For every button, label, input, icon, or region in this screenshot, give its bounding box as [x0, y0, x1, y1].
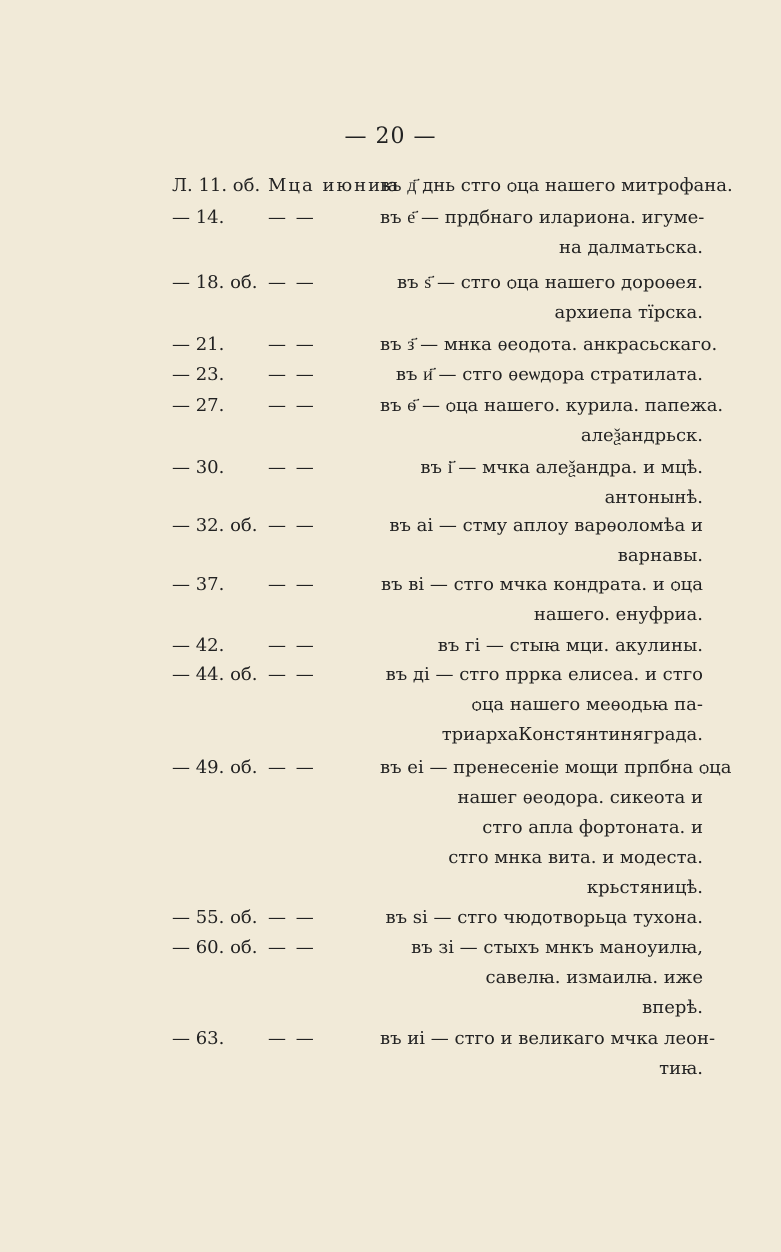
entry-month: — — — [268, 207, 316, 228]
entry-folio: — 23. — [172, 364, 225, 385]
entry-month: — — — [268, 1028, 316, 1049]
entry-month: — — — [268, 334, 316, 355]
entry-line — [0, 631, 781, 661]
entry-line — [0, 360, 781, 390]
entry-folio: — 55. об. — [172, 907, 258, 928]
entry-folio: — 14. — [172, 207, 225, 228]
entry-month: — — — [268, 574, 316, 595]
entry-text: въ ді — стго пррка елисеа. и стго — [385, 664, 703, 685]
entry-continuation-text: савелꙗ. измаилꙗ. иже — [485, 967, 703, 988]
entry-folio: — 27. — [172, 395, 225, 416]
entry-line — [0, 511, 781, 541]
entry-text: въ ѕ҃ — стго ѻца нашего дороѳея. — [396, 272, 703, 293]
page-number: — 20 — — [344, 124, 437, 149]
entry-continuation-text: стго апла фортоната. и — [482, 817, 703, 838]
entry-continuation-text: триархаКонстянтиняграда. — [441, 724, 703, 745]
entry-line — [0, 570, 781, 600]
entry-month: — — — [268, 395, 316, 416]
entry-text: въ зі — стыхъ мнкъ маноуилꙗ, — [411, 937, 703, 958]
entry-continuation — [0, 600, 781, 630]
entry-folio: — 44. об. — [172, 664, 258, 685]
entry-continuation — [0, 843, 781, 873]
entry-continuation — [0, 233, 781, 263]
entry-text: въ з҃ — мнка ѳеодота. анкрасьскаго. — [380, 334, 718, 355]
entry-text: въ еі — пренесеніе мощи прпбна ѻца — [380, 757, 732, 778]
entry-continuation-text: ѻца нашего меѳодьꙗ па- — [471, 694, 703, 715]
entry-text: въ е҃ — прдбнаго илариона. игуме- — [380, 207, 705, 228]
entry-text: въ гі — стыꙗ мци. акулины. — [437, 635, 703, 656]
entry-continuation — [0, 720, 781, 750]
entry-continuation-text: вперѣ. — [642, 997, 703, 1018]
entry-line — [0, 903, 781, 933]
entry-line — [0, 203, 781, 233]
entry-continuation-text: на далматьска. — [559, 237, 703, 258]
entry-text: въ ѕі — стго чюдотворьца тухона. — [385, 907, 703, 928]
entry-continuation — [0, 483, 781, 513]
entry-continuation-text: нашего. енуфриа. — [533, 604, 703, 625]
entry-month: Мца июниꙗ — [268, 175, 401, 196]
entry-month: — — — [268, 457, 316, 478]
entry-continuation-text: стго мнка вита. и модеста. — [448, 847, 703, 868]
entry-text: въ д҃ днь стго ѻца нашего митрофана. — [380, 175, 733, 196]
entry-month: — — — [268, 664, 316, 685]
entry-continuation-text: нашег ѳеодора. сикеота и — [457, 787, 703, 808]
entry-folio: — 18. об. — [172, 272, 258, 293]
entry-continuation — [0, 541, 781, 571]
entry-continuation — [0, 963, 781, 993]
entry-month: — — — [268, 515, 316, 536]
entry-continuation-text: варнавы. — [617, 545, 703, 566]
entry-line — [0, 933, 781, 963]
entry-continuation — [0, 690, 781, 720]
entry-month: — — — [268, 907, 316, 928]
entry-folio: — 30. — [172, 457, 225, 478]
entry-line — [0, 453, 781, 483]
entry-continuation-text: алеѯандрьск. — [580, 425, 703, 446]
entry-continuation-text: тиꙗ. — [659, 1058, 703, 1079]
entry-line — [0, 660, 781, 690]
entry-folio: — 37. — [172, 574, 225, 595]
entry-month: — — — [268, 272, 316, 293]
entry-text: въ ѳ҃ — ѻца нашего. курила. папежа. — [380, 395, 724, 416]
entry-folio: — 60. об. — [172, 937, 258, 958]
entry-text: въ иі — стго и великаго мчка леон- — [380, 1028, 716, 1049]
entry-continuation-text: антонынѣ. — [604, 487, 703, 508]
entry-line — [0, 171, 781, 201]
entry-line — [0, 753, 781, 783]
entry-folio: — 49. об. — [172, 757, 258, 778]
entry-continuation — [0, 783, 781, 813]
entry-month: — — — [268, 364, 316, 385]
entry-line — [0, 268, 781, 298]
entry-continuation-text: архиепа тїрска. — [554, 302, 703, 323]
entry-folio: — 63. — [172, 1028, 225, 1049]
entry-month: — — — [268, 937, 316, 958]
entry-continuation-text: крьстяницѣ. — [586, 877, 703, 898]
entry-line — [0, 330, 781, 360]
entry-continuation — [0, 1054, 781, 1084]
entry-continuation — [0, 813, 781, 843]
entry-month: — — — [268, 757, 316, 778]
entry-text: въ и҃ — стго ѳеѡдора стратилата. — [395, 364, 703, 385]
entry-continuation — [0, 993, 781, 1023]
entry-folio: — 21. — [172, 334, 225, 355]
entry-folio: Л. 11. об. — [172, 175, 261, 196]
entry-text: въ і҃ — мчка алеѯандра. и мцѣ. — [420, 457, 703, 478]
entry-continuation — [0, 421, 781, 451]
entry-folio: — 32. об. — [172, 515, 258, 536]
entry-continuation — [0, 298, 781, 328]
entry-folio: — 42. — [172, 635, 225, 656]
entry-text: въ аі — стму аплоу варѳоломѣа и — [389, 515, 703, 536]
entry-text: въ ві — стго мчка кондрата. и ѻца — [380, 574, 703, 595]
entry-month: — — — [268, 635, 316, 656]
entry-line — [0, 1024, 781, 1054]
entry-line — [0, 391, 781, 421]
entry-continuation — [0, 873, 781, 903]
